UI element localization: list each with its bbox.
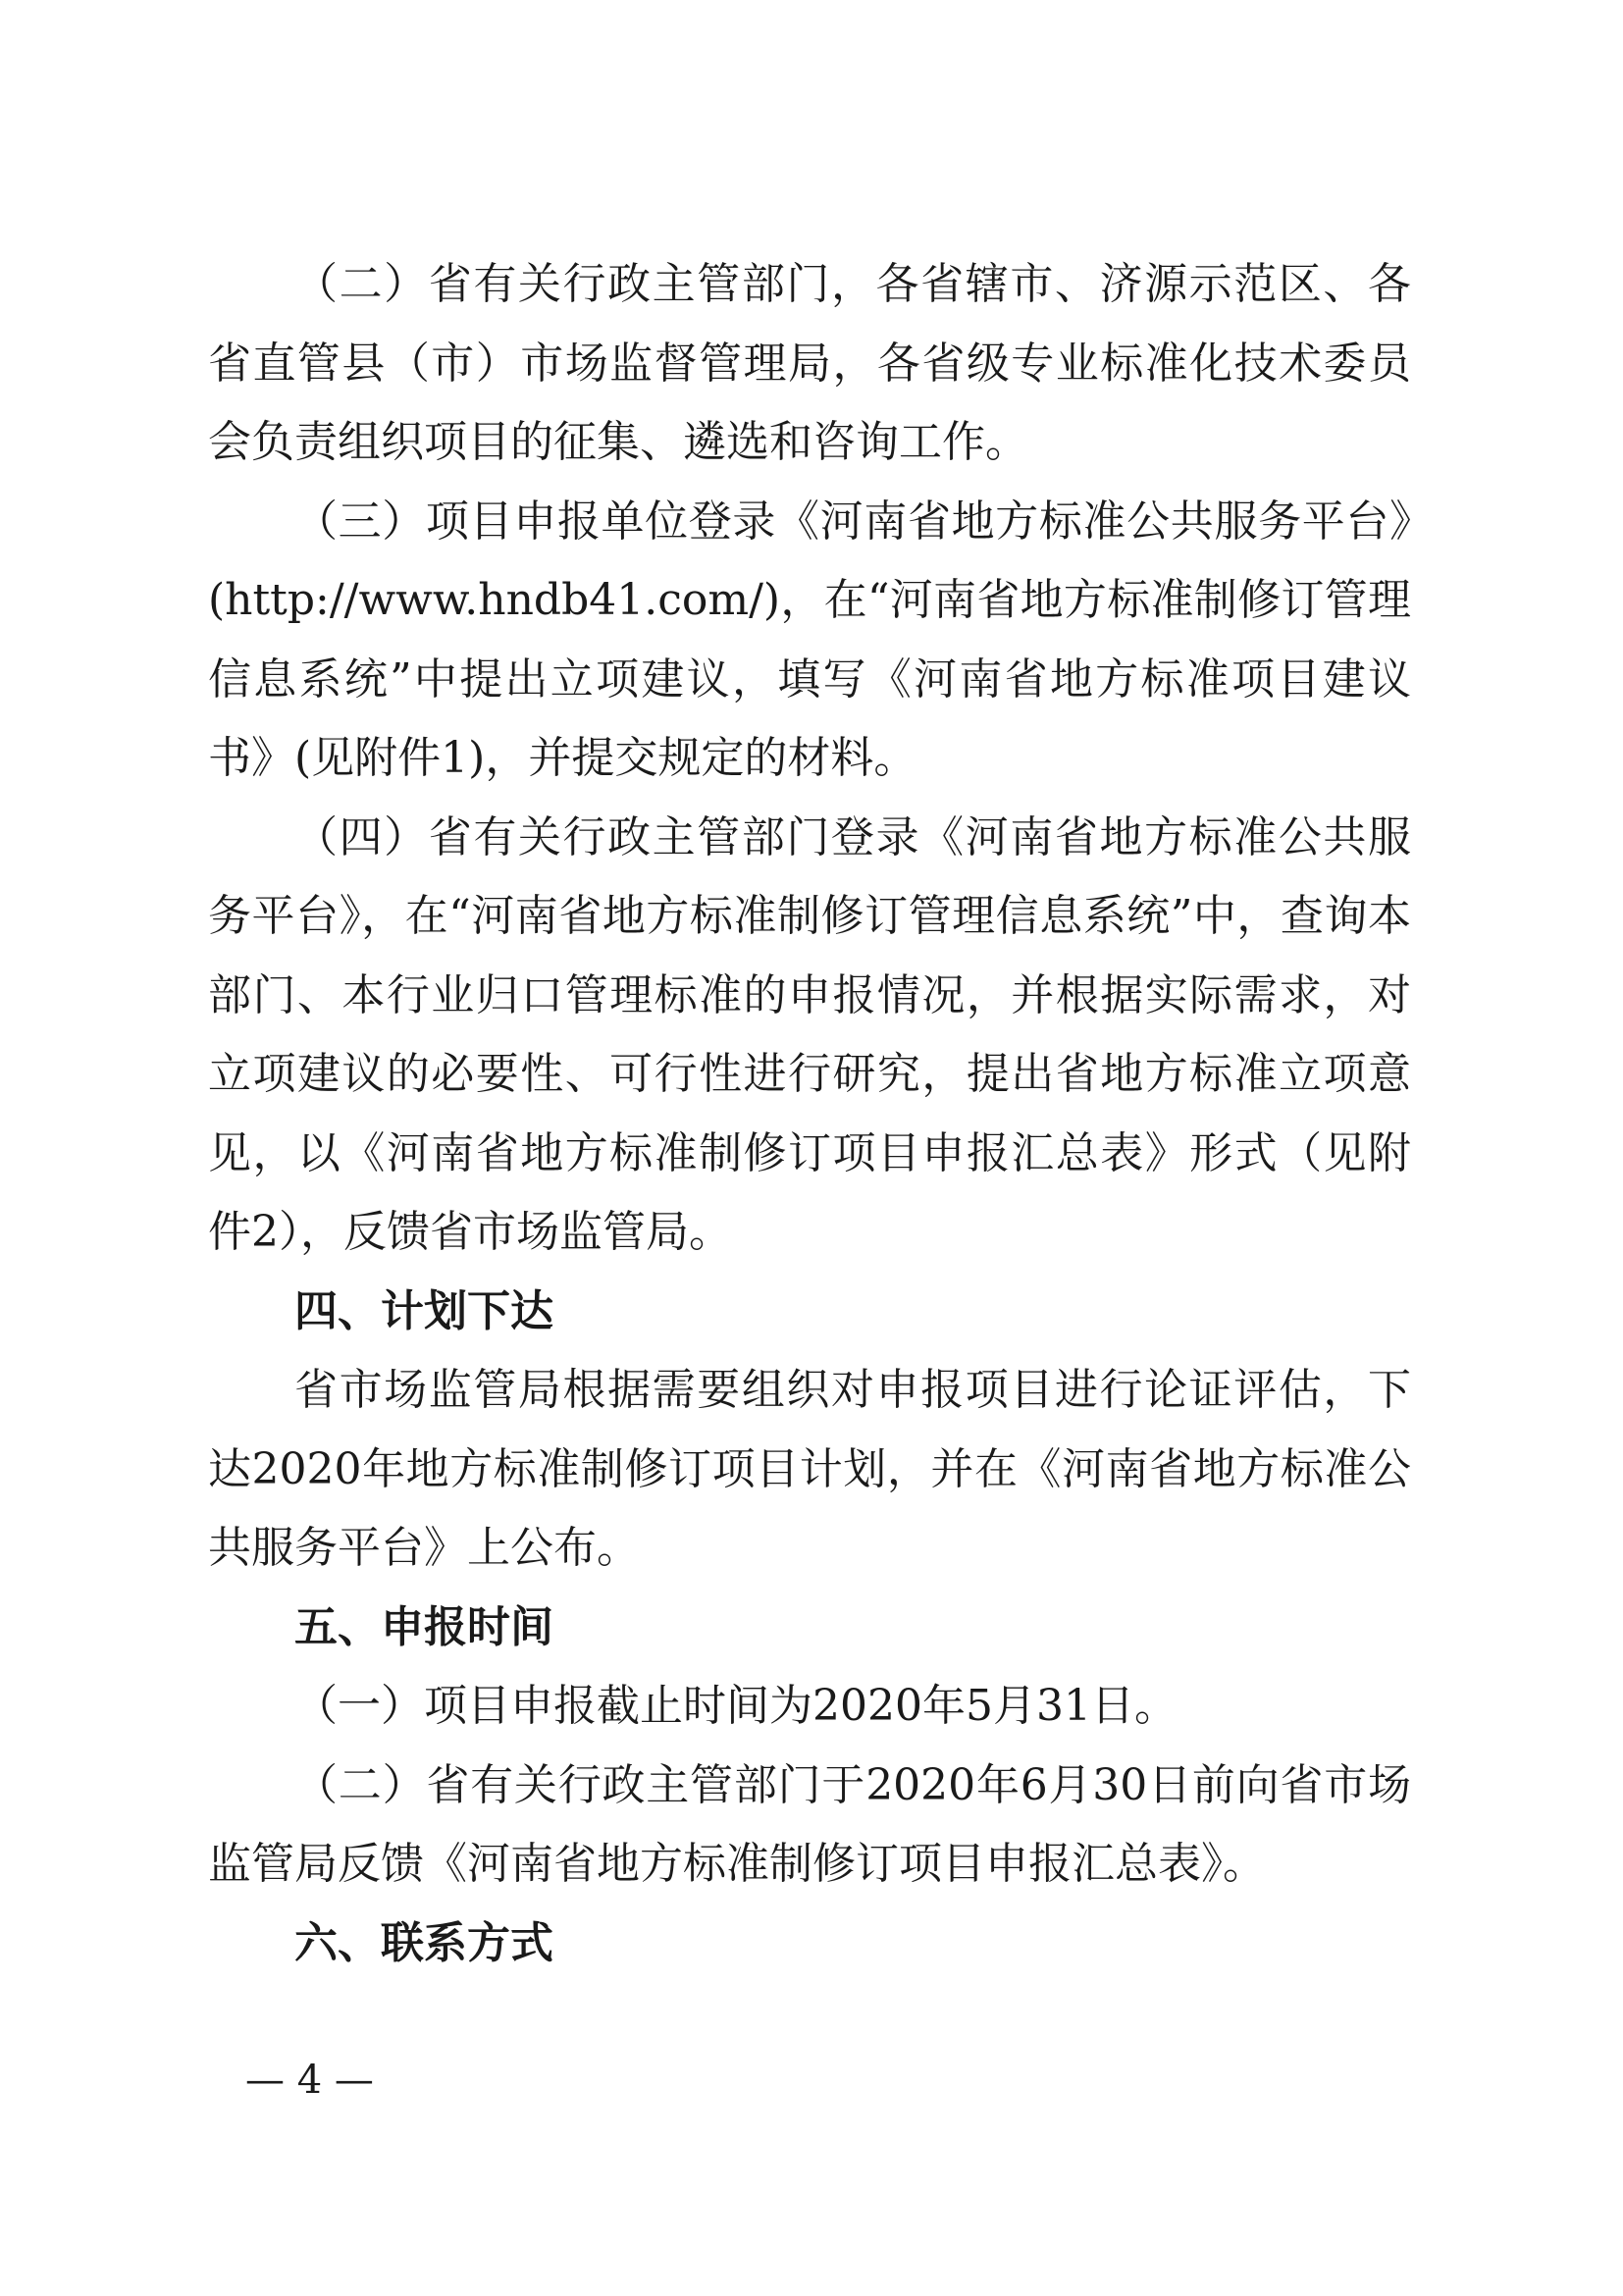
section-heading-plan-release: 四、计划下达 [294, 1285, 553, 1336]
paragraph-feedback-deadline: （二）省有关行政主管部门于2020年6月30日前向省市场监管局反馈《河南省地方标准制修订项目申报汇总表》。 [208, 1759, 1411, 1889]
section-heading-application-time: 五、申报时间 [294, 1601, 553, 1652]
section-heading-contact: 六、联系方式 [294, 1917, 553, 1968]
paragraph-department-review: （四）省有关行政主管部门登录《河南省地方标准公共服务平台》，在“河南省地方标准制修订管理信息系统”中，查询本部门、本行业归口管理标准的申报情况，并根据实际需求，对立项建议的必要性、可行性进行研究，提出省地方标准立项意见，以《河南省地方标准制修订项目申报汇总表》形式（见附件2），反馈省市场监管局。 [208, 811, 1411, 1257]
page-number: — 4 — [245, 2058, 374, 2103]
body-text [208, 245, 1411, 1983]
paragraph-plan-release: 省市场监管局根据需要组织对申报项目进行论证评估，下达2020年地方标准制修订项目计划，并在《河南省地方标准公共服务平台》上公布。 [208, 1365, 1411, 1573]
paragraph-application-submission: （三）项目申报单位登录《河南省地方标准公共服务平台》(http://www.hndb41.com/)，在“河南省地方标准制修订管理信息系统”中提出立项建议，填写《河南省地方标准项目建议书》(见附件1)，并提交规定的材料。 [208, 496, 1411, 783]
paragraph-responsibility: （二）省有关行政主管部门，各省辖市、济源示范区、各省直管县（市）市场监督管理局，各省级专业标准化技术委员会负责组织项目的征集、遴选和咨询工作。 [208, 259, 1411, 467]
paragraph-deadline: （一）项目申报截止时间为2020年5月31日。 [294, 1681, 1178, 1731]
